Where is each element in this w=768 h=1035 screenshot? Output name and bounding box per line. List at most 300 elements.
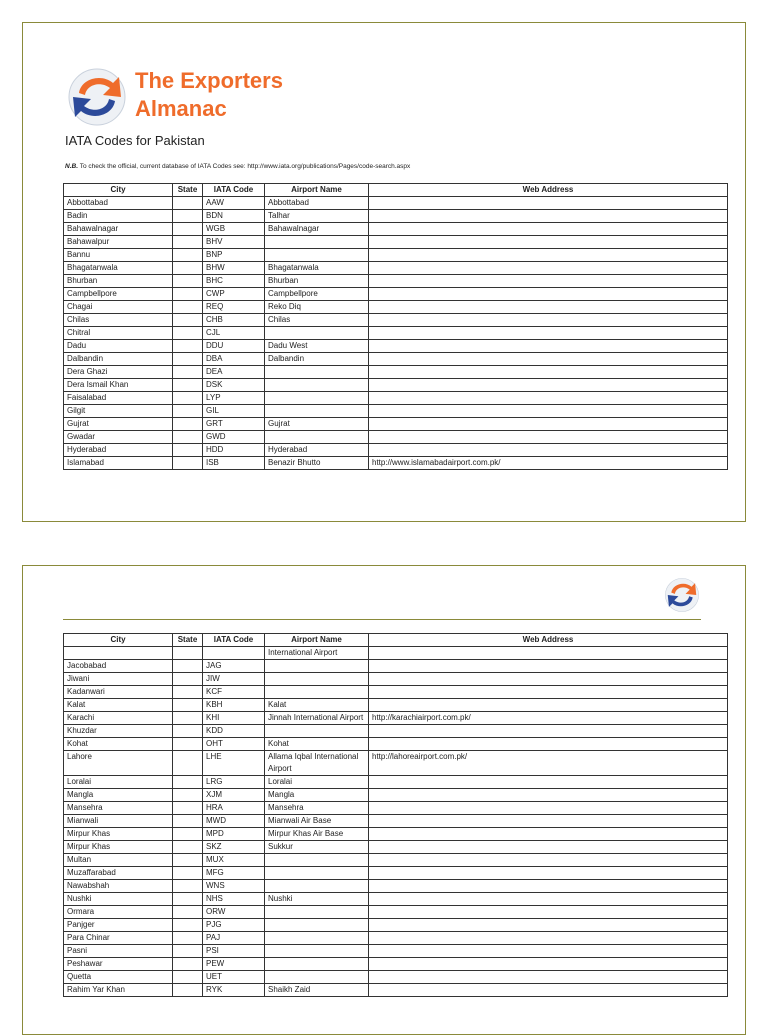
cell-airport [265, 236, 369, 249]
cell-state [173, 867, 203, 880]
cell-web [369, 828, 728, 841]
cell-code: MWD [203, 815, 265, 828]
cell-airport: Mansehra [265, 802, 369, 815]
cell-airport: Bhagatanwala [265, 262, 369, 275]
cell-city: Multan [64, 854, 173, 867]
cell-state [173, 919, 203, 932]
cell-city: Dalbandin [64, 353, 173, 366]
cell-code: KCF [203, 686, 265, 699]
globe-arrows-logo-icon [65, 65, 129, 129]
cell-code: WNS [203, 880, 265, 893]
cell-city: Hyderabad [64, 444, 173, 457]
table-row [64, 699, 728, 712]
header-airport-name: Airport Name [265, 634, 369, 647]
note-text: To check the official, current database of IATA Codes see: http://www.iata.org/publications/Pages/code-search.aspx [78, 163, 411, 170]
cell-code: BHW [203, 262, 265, 275]
cell-state [173, 249, 203, 262]
cell-web [369, 647, 728, 660]
cell-web [369, 405, 728, 418]
cell-airport [265, 660, 369, 673]
brand-line-2: Almanac [135, 96, 227, 121]
cell-state [173, 984, 203, 997]
cell-city: Faisalabad [64, 392, 173, 405]
note [65, 163, 410, 170]
table-row [64, 647, 728, 660]
cell-code: BHC [203, 275, 265, 288]
cell-airport: Reko Diq [265, 301, 369, 314]
table-row [64, 392, 728, 405]
cell-airport [265, 327, 369, 340]
cell-state [173, 789, 203, 802]
document-page-1 [22, 22, 746, 522]
cell-state [173, 197, 203, 210]
cell-airport [265, 673, 369, 686]
cell-airport [265, 932, 369, 945]
table-row [64, 984, 728, 997]
table-row [64, 854, 728, 867]
cell-airport: Bahawalnagar [265, 223, 369, 236]
cell-state [173, 958, 203, 971]
cell-code: HRA [203, 802, 265, 815]
cell-airport: Bhurban [265, 275, 369, 288]
cell-city: Gujrat [64, 418, 173, 431]
table-row [64, 340, 728, 353]
cell-web [369, 945, 728, 958]
table-row [64, 867, 728, 880]
cell-web [369, 301, 728, 314]
cell-city: Bannu [64, 249, 173, 262]
cell-city: Jiwani [64, 673, 173, 686]
cell-airport: Benazir Bhutto [265, 457, 369, 470]
cell-city: Mianwali [64, 815, 173, 828]
header-state: State [173, 634, 203, 647]
cell-city: Muzaffarabad [64, 867, 173, 880]
table-row [64, 405, 728, 418]
table-header-row [64, 634, 728, 647]
cell-airport: Campbellpore [265, 288, 369, 301]
cell-state [173, 444, 203, 457]
cell-airport: Dalbandin [265, 353, 369, 366]
cell-city: Abbottabad [64, 197, 173, 210]
cell-airport: Kohat [265, 738, 369, 751]
table-row [64, 932, 728, 945]
table-row [64, 660, 728, 673]
cell-state [173, 841, 203, 854]
cell-code: REQ [203, 301, 265, 314]
cell-web [369, 418, 728, 431]
cell-web [369, 815, 728, 828]
document-title: IATA Codes for Pakistan [65, 133, 205, 148]
cell-code: PAJ [203, 932, 265, 945]
cell-web [369, 906, 728, 919]
cell-state [173, 301, 203, 314]
table-row [64, 945, 728, 958]
cell-airport: Nushki [265, 893, 369, 906]
cell-city: Jacobabad [64, 660, 173, 673]
cell-airport: Dadu West [265, 340, 369, 353]
cell-state [173, 854, 203, 867]
cell-web [369, 958, 728, 971]
cell-code: CWP [203, 288, 265, 301]
header-city: City [64, 184, 173, 197]
table-row [64, 893, 728, 906]
cell-web [369, 738, 728, 751]
cell-code: DEA [203, 366, 265, 379]
table-row [64, 197, 728, 210]
cell-state [173, 893, 203, 906]
table-row [64, 958, 728, 971]
cell-code: SKZ [203, 841, 265, 854]
header-iata-code: IATA Code [203, 634, 265, 647]
cell-city: Chitral [64, 327, 173, 340]
table-row [64, 673, 728, 686]
brand-name [135, 67, 283, 123]
cell-code: PJG [203, 919, 265, 932]
cell-city: Pasni [64, 945, 173, 958]
cell-code [203, 647, 265, 660]
cell-web [369, 919, 728, 932]
cell-city: Mangla [64, 789, 173, 802]
table-row [64, 906, 728, 919]
cell-state [173, 353, 203, 366]
cell-code: MFG [203, 867, 265, 880]
cell-airport: Kalat [265, 699, 369, 712]
cell-web [369, 802, 728, 815]
cell-web [369, 210, 728, 223]
cell-web [369, 392, 728, 405]
cell-airport: Loralai [265, 776, 369, 789]
cell-web [369, 340, 728, 353]
cell-state [173, 686, 203, 699]
cell-web [369, 867, 728, 880]
cell-city: Loralai [64, 776, 173, 789]
cell-web [369, 971, 728, 984]
cell-state [173, 314, 203, 327]
cell-code: JAG [203, 660, 265, 673]
cell-city: Rahim Yar Khan [64, 984, 173, 997]
table-row [64, 236, 728, 249]
cell-city: Mirpur Khas [64, 841, 173, 854]
cell-city: Dera Ghazi [64, 366, 173, 379]
cell-state [173, 776, 203, 789]
table-row [64, 327, 728, 340]
table-row [64, 776, 728, 789]
cell-code: KBH [203, 699, 265, 712]
cell-web[interactable]: http://www.islamabadairport.com.pk/ [369, 457, 728, 470]
cell-city: Nawabshah [64, 880, 173, 893]
cell-web [369, 893, 728, 906]
cell-state [173, 210, 203, 223]
cell-city: Kohat [64, 738, 173, 751]
cell-web[interactable]: http://lahoreairport.com.pk/ [369, 751, 728, 776]
cell-state [173, 945, 203, 958]
header-web-address: Web Address [369, 184, 728, 197]
cell-state [173, 392, 203, 405]
cell-state [173, 327, 203, 340]
cell-code: CJL [203, 327, 265, 340]
cell-state [173, 275, 203, 288]
cell-web [369, 725, 728, 738]
cell-state [173, 366, 203, 379]
cell-web [369, 223, 728, 236]
cell-airport [265, 249, 369, 262]
cell-web [369, 854, 728, 867]
cell-code: AAW [203, 197, 265, 210]
table-row [64, 880, 728, 893]
cell-web [369, 660, 728, 673]
cell-city: Dera Ismail Khan [64, 379, 173, 392]
cell-code: PSI [203, 945, 265, 958]
cell-state [173, 288, 203, 301]
table-row [64, 802, 728, 815]
cell-state [173, 971, 203, 984]
document-page-2 [22, 565, 746, 1035]
header-divider [63, 619, 701, 620]
cell-city: Bahawalpur [64, 236, 173, 249]
cell-airport [265, 854, 369, 867]
cell-airport: Shaikh Zaid [265, 984, 369, 997]
cell-airport: Chilas [265, 314, 369, 327]
cell-city: Islamabad [64, 457, 173, 470]
cell-code: KDD [203, 725, 265, 738]
cell-city [64, 647, 173, 660]
cell-airport: Gujrat [265, 418, 369, 431]
cell-code: DDU [203, 340, 265, 353]
cell-code: JIW [203, 673, 265, 686]
table-header-row [64, 184, 728, 197]
table-row [64, 223, 728, 236]
table-row [64, 738, 728, 751]
cell-city: Karachi [64, 712, 173, 725]
cell-city: Gwadar [64, 431, 173, 444]
cell-airport [265, 919, 369, 932]
cell-city: Kalat [64, 699, 173, 712]
header-city: City [64, 634, 173, 647]
cell-code: UET [203, 971, 265, 984]
cell-airport: Allama Iqbal International Airport [265, 751, 369, 776]
table-row [64, 686, 728, 699]
cell-web[interactable]: http://karachiairport.com.pk/ [369, 712, 728, 725]
cell-city: Nushki [64, 893, 173, 906]
cell-state [173, 431, 203, 444]
cell-airport [265, 906, 369, 919]
cell-code: RYK [203, 984, 265, 997]
cell-airport [265, 971, 369, 984]
cell-state [173, 815, 203, 828]
cell-city: Bhagatanwala [64, 262, 173, 275]
globe-arrows-logo-icon [663, 576, 701, 614]
table-row [64, 262, 728, 275]
cell-airport: Abbottabad [265, 197, 369, 210]
cell-web [369, 673, 728, 686]
cell-state [173, 725, 203, 738]
table-row [64, 919, 728, 932]
cell-city: Para Chinar [64, 932, 173, 945]
cell-airport [265, 880, 369, 893]
cell-city: Mansehra [64, 802, 173, 815]
cell-web [369, 236, 728, 249]
cell-city: Khuzdar [64, 725, 173, 738]
cell-airport [265, 725, 369, 738]
cell-state [173, 660, 203, 673]
table-row [64, 841, 728, 854]
header-state: State [173, 184, 203, 197]
cell-state [173, 379, 203, 392]
cell-city: Mirpur Khas [64, 828, 173, 841]
table-row [64, 725, 728, 738]
cell-airport [265, 379, 369, 392]
cell-airport [265, 431, 369, 444]
header-airport-name: Airport Name [265, 184, 369, 197]
cell-web [369, 841, 728, 854]
cell-state [173, 802, 203, 815]
cell-airport: Mangla [265, 789, 369, 802]
cell-airport [265, 686, 369, 699]
cell-state [173, 906, 203, 919]
cell-code: LRG [203, 776, 265, 789]
cell-state [173, 699, 203, 712]
header-web-address: Web Address [369, 634, 728, 647]
cell-code: ORW [203, 906, 265, 919]
cell-state [173, 738, 203, 751]
cell-airport: Mirpur Khas Air Base [265, 828, 369, 841]
cell-airport [265, 366, 369, 379]
cell-city: Campbellpore [64, 288, 173, 301]
table-row [64, 275, 728, 288]
cell-city: Bhurban [64, 275, 173, 288]
cell-code: BHV [203, 236, 265, 249]
cell-code: NHS [203, 893, 265, 906]
cell-city: Ormara [64, 906, 173, 919]
table-row [64, 379, 728, 392]
cell-city: Peshawar [64, 958, 173, 971]
cell-state [173, 262, 203, 275]
cell-web [369, 789, 728, 802]
cell-web [369, 275, 728, 288]
cell-state [173, 712, 203, 725]
cell-airport [265, 945, 369, 958]
table-row [64, 314, 728, 327]
cell-web [369, 431, 728, 444]
cell-state [173, 236, 203, 249]
cell-web [369, 699, 728, 712]
cell-city: Dadu [64, 340, 173, 353]
cell-web [369, 353, 728, 366]
table-row [64, 457, 728, 470]
cell-web [369, 366, 728, 379]
brand-line-1: The Exporters [135, 68, 283, 93]
table-row [64, 828, 728, 841]
table-row [64, 288, 728, 301]
cell-airport [265, 405, 369, 418]
cell-web [369, 379, 728, 392]
table-row [64, 418, 728, 431]
cell-code: MUX [203, 854, 265, 867]
cell-city: Panjger [64, 919, 173, 932]
cell-code: ISB [203, 457, 265, 470]
cell-state [173, 932, 203, 945]
cell-state [173, 880, 203, 893]
cell-code: BNP [203, 249, 265, 262]
cell-code: BDN [203, 210, 265, 223]
cell-state [173, 457, 203, 470]
cell-airport: Mianwali Air Base [265, 815, 369, 828]
cell-airport: Jinnah International Airport [265, 712, 369, 725]
cell-state [173, 405, 203, 418]
cell-state [173, 223, 203, 236]
cell-web [369, 197, 728, 210]
cell-city: Lahore [64, 751, 173, 776]
cell-code: MPD [203, 828, 265, 841]
cell-web [369, 880, 728, 893]
cell-web [369, 932, 728, 945]
cell-code: WGB [203, 223, 265, 236]
cell-city: Chilas [64, 314, 173, 327]
table-row [64, 789, 728, 802]
cell-web [369, 776, 728, 789]
cell-web [369, 327, 728, 340]
cell-state [173, 647, 203, 660]
cell-state [173, 751, 203, 776]
cell-web [369, 686, 728, 699]
cell-airport: International Airport [265, 647, 369, 660]
cell-state [173, 673, 203, 686]
header-iata-code: IATA Code [203, 184, 265, 197]
cell-web [369, 288, 728, 301]
table-row [64, 815, 728, 828]
cell-airport: Hyderabad [265, 444, 369, 457]
cell-code: PEW [203, 958, 265, 971]
cell-state [173, 340, 203, 353]
table-row [64, 971, 728, 984]
cell-code: KHI [203, 712, 265, 725]
table-row [64, 353, 728, 366]
table-row [64, 249, 728, 262]
cell-code: CHB [203, 314, 265, 327]
cell-city: Kadanwari [64, 686, 173, 699]
cell-code: GRT [203, 418, 265, 431]
cell-code: GIL [203, 405, 265, 418]
cell-city: Bahawalnagar [64, 223, 173, 236]
table-row [64, 301, 728, 314]
cell-web [369, 262, 728, 275]
table-row [64, 366, 728, 379]
cell-state [173, 828, 203, 841]
table-row [64, 444, 728, 457]
cell-airport: Sukkur [265, 841, 369, 854]
cell-web [369, 249, 728, 262]
cell-airport [265, 958, 369, 971]
cell-airport [265, 867, 369, 880]
cell-code: GWD [203, 431, 265, 444]
cell-code: OHT [203, 738, 265, 751]
cell-code: XJM [203, 789, 265, 802]
table-row [64, 712, 728, 725]
cell-city: Quetta [64, 971, 173, 984]
cell-state [173, 418, 203, 431]
cell-code: DBA [203, 353, 265, 366]
cell-code: LHE [203, 751, 265, 776]
iata-table-page-2 [63, 633, 728, 997]
cell-city: Chagai [64, 301, 173, 314]
table-row [64, 210, 728, 223]
note-label: N.B. [65, 163, 78, 170]
table-row [64, 751, 728, 776]
cell-code: HDD [203, 444, 265, 457]
cell-web [369, 444, 728, 457]
cell-airport [265, 392, 369, 405]
table-row [64, 431, 728, 444]
